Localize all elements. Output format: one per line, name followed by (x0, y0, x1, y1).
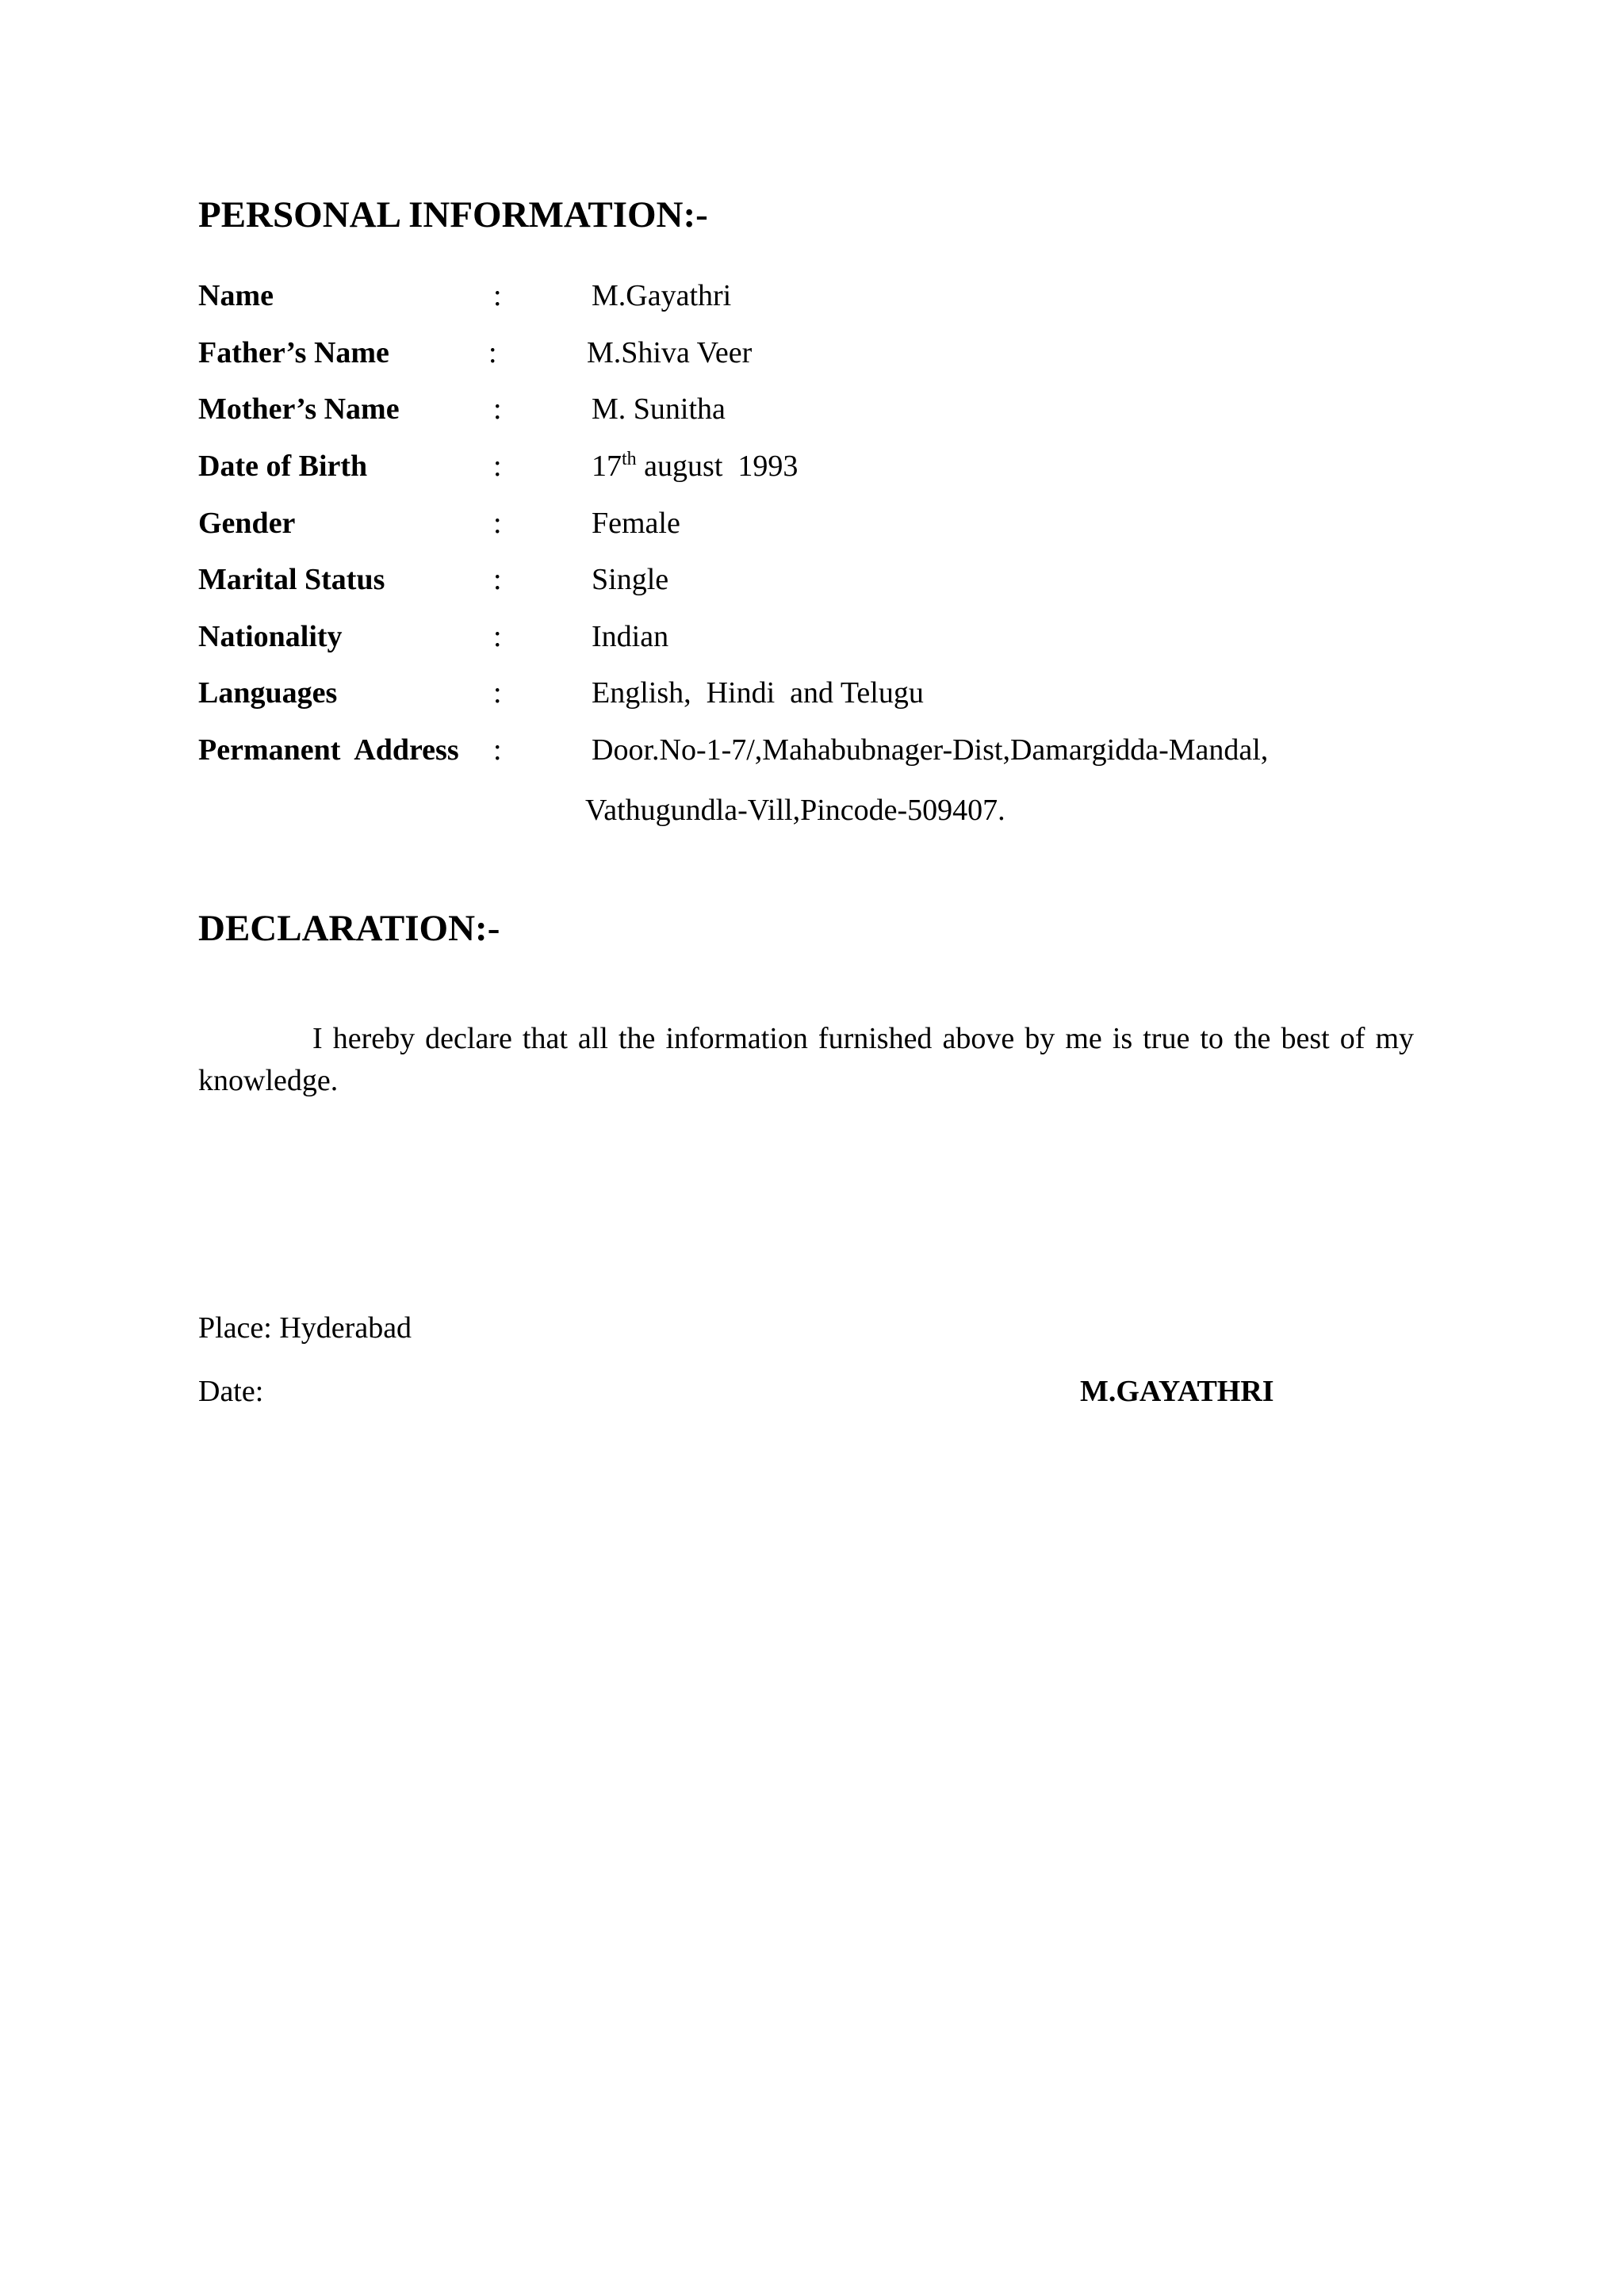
field-label: Name (198, 279, 274, 312)
dob-ordinal-suffix: th (622, 449, 637, 469)
field-separator: : (493, 676, 502, 710)
place-value: Hyderabad (279, 1311, 412, 1345)
field-separator: : (493, 507, 502, 540)
place-line (198, 1313, 412, 1343)
address-line-2: Vathugundla-Vill,Pincode-509407. (585, 794, 1005, 827)
field-row-nationality (0, 622, 1624, 669)
field-value: M.Gayathri (592, 279, 732, 312)
field-separator: : (493, 279, 502, 312)
field-separator: : (493, 733, 502, 767)
field-value: Indian (592, 620, 669, 653)
field-row-fathers-name (0, 338, 1624, 385)
signature-name: M.GAYATHRI (1080, 1375, 1274, 1408)
field-label: Date of Birth (198, 450, 368, 483)
field-label: Languages (198, 676, 338, 710)
dob-month-year: august 1993 (636, 450, 799, 483)
field-value: M.Shiva Veer (587, 336, 753, 369)
field-separator: : (493, 563, 502, 596)
field-row-name (0, 281, 1624, 328)
field-row-mothers-name (0, 394, 1624, 442)
field-value: Door.No-1-7/,Mahabubnager-Dist,Damargidda-Mandal, (592, 733, 1269, 767)
field-label: Nationality (198, 620, 343, 653)
field-label: Marital Status (198, 563, 385, 596)
field-label: Father’s Name (198, 336, 389, 369)
field-label: Mother’s Name (198, 392, 400, 426)
dob-day: 17 (592, 450, 622, 483)
date-label: Date: (198, 1375, 264, 1408)
declaration-heading: DECLARATION:- (198, 908, 500, 949)
field-row-gender (0, 508, 1624, 556)
field-separator: : (488, 336, 497, 369)
field-label: Permanent Address (198, 733, 459, 767)
field-row-permanent-address (0, 735, 1624, 783)
declaration-text: I hereby declare that all the information furnished above by me is true to the best of my knowledge. (198, 1022, 1414, 1097)
field-value: M. Sunitha (592, 392, 726, 426)
field-value: Single (592, 563, 669, 596)
field-row-marital-status (0, 564, 1624, 612)
field-row-languages (0, 678, 1624, 725)
personal-information-heading: PERSONAL INFORMATION:- (198, 194, 708, 235)
field-value: English, Hindi and Telugu (592, 676, 924, 710)
field-value (592, 451, 798, 481)
field-row-date-of-birth (0, 451, 1624, 499)
field-value: Female (592, 507, 680, 540)
field-label: Gender (198, 507, 296, 540)
field-separator: : (493, 392, 502, 426)
field-separator: : (493, 620, 502, 653)
place-label: Place: (198, 1311, 272, 1345)
field-separator: : (493, 450, 502, 483)
